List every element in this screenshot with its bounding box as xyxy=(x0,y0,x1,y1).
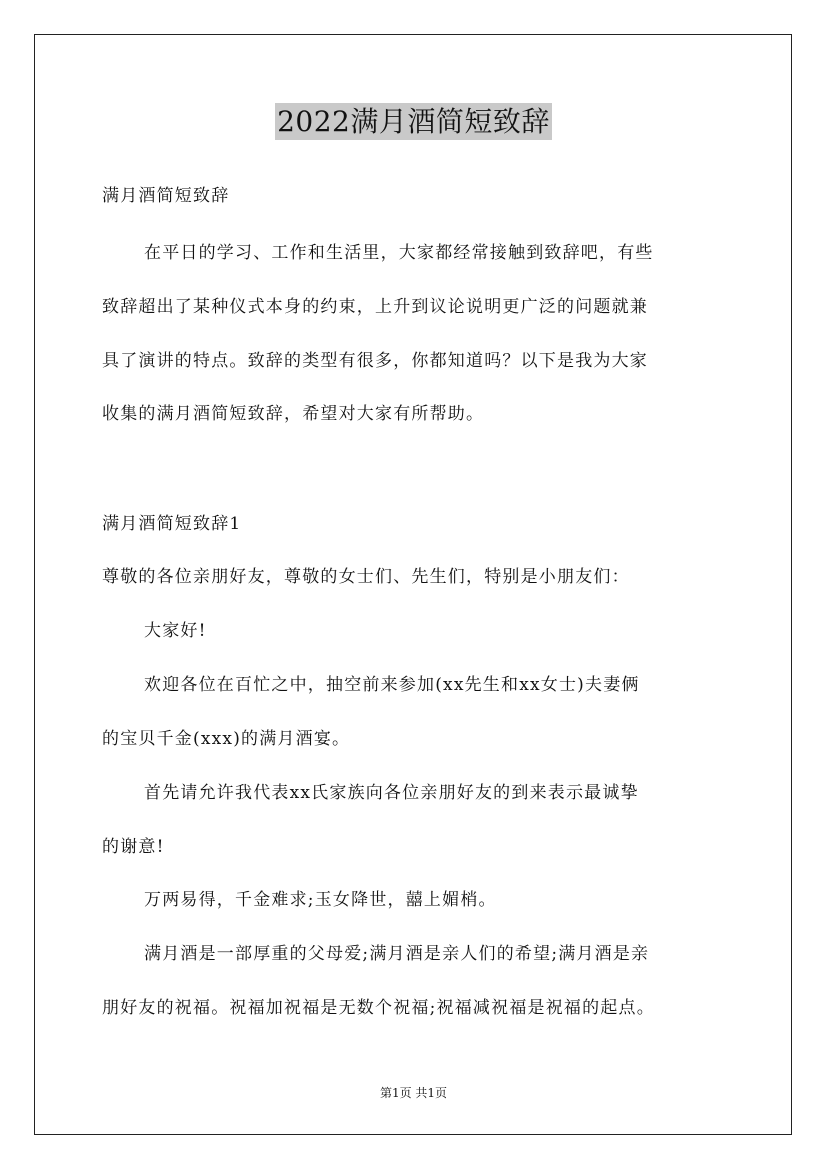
section-heading: 满月酒简短致辞1 xyxy=(102,514,242,534)
body-line-1: 欢迎各位在百忙之中，抽空前来参加(xx先生和xx女士)夫妻俩 xyxy=(144,675,640,695)
body-line-4: 的谢意! xyxy=(102,837,165,857)
subtitle: 满月酒简短致辞 xyxy=(102,186,230,206)
body-line-3: 首先请允许我代表xx氏家族向各位亲朋好友的到来表示最诚挚 xyxy=(144,783,639,803)
body-line-6: 满月酒是一部厚重的父母爱;满月酒是亲人们的希望;满月酒是亲 xyxy=(144,944,650,964)
page-footer: 第1页 共1页 xyxy=(379,1086,448,1100)
intro-line-4: 收集的满月酒简短致辞，希望对大家有所帮助。 xyxy=(102,404,485,424)
body-line-2: 的宝贝千金(xxx)的满月酒宴。 xyxy=(102,729,351,749)
greeting: 大家好! xyxy=(144,621,207,641)
body-line-5: 万两易得，千金难求;玉女降世，囍上媚梢。 xyxy=(144,890,497,910)
document-title-wrapper xyxy=(0,100,827,140)
body-line-7: 朋好友的祝福。祝福加祝福是无数个祝福;祝福减祝福是祝福的起点。 xyxy=(102,998,655,1018)
document-title: 2022满月酒简短致辞 xyxy=(277,105,550,138)
intro-line-2: 致辞超出了某种仪式本身的约束，上升到议论说明更广泛的问题就兼 xyxy=(102,297,648,317)
intro-line-3: 具了演讲的特点。致辞的类型有很多，你都知道吗？以下是我为大家 xyxy=(102,351,648,371)
intro-line-1: 在平日的学习、工作和生活里，大家都经常接触到致辞吧，有些 xyxy=(144,243,654,263)
salutation: 尊敬的各位亲朋好友，尊敬的女士们、先生们，特别是小朋友们： xyxy=(102,567,630,587)
